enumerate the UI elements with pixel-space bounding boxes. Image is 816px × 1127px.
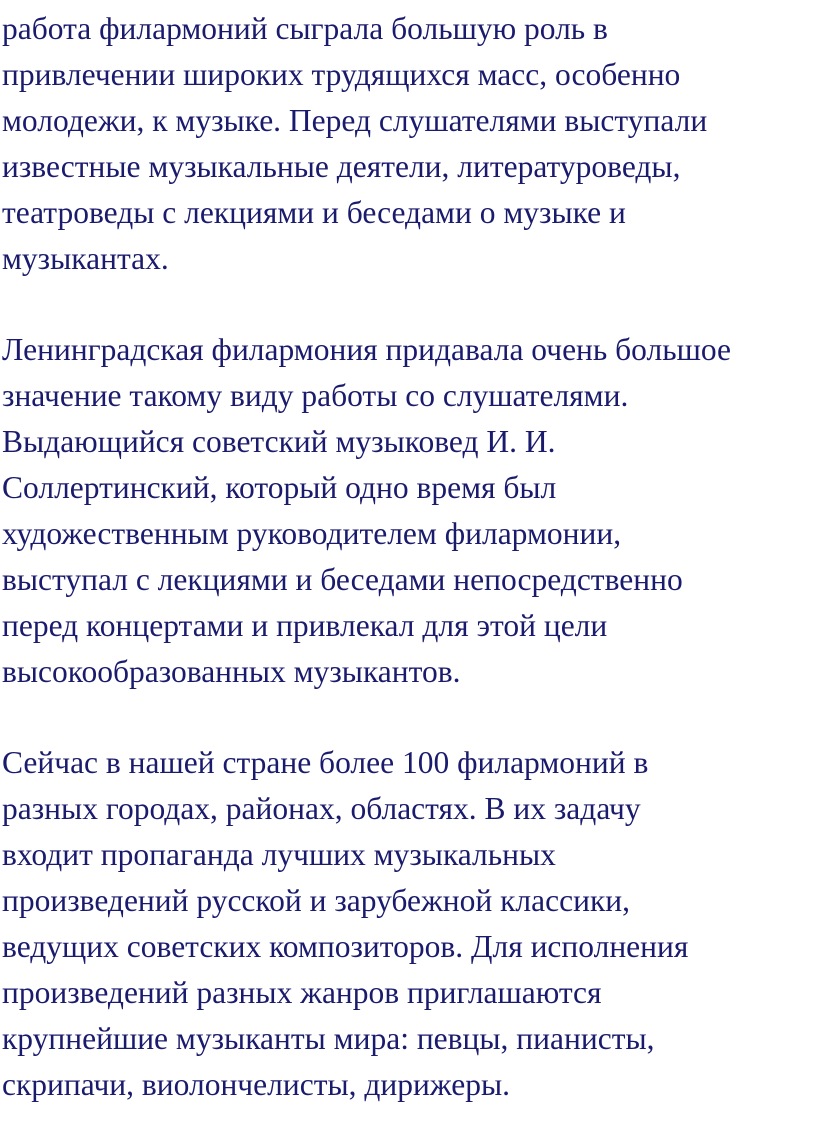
text-line: Выдающийся советский музыковед И. И. — [2, 424, 556, 460]
text-line: входит пропаганда лучших музыкальных — [2, 837, 556, 873]
text-line: перед концертами и привлекал для этой цели — [2, 607, 608, 643]
text-line: работа филармоний сыграла большую роль в — [2, 11, 608, 46]
paragraph-spacer — [2, 695, 812, 741]
paragraph-spacer — [2, 281, 812, 327]
text-line: высокообразованных музыкантов. — [2, 653, 461, 689]
text-line: Сейчас в нашей стране более 100 филармоний в — [2, 745, 649, 781]
text-line: разных городах, районах, областях. В их задачу — [2, 791, 641, 827]
text-line: произведений разных жанров приглашаются — [2, 975, 602, 1010]
paragraph-3 — [2, 740, 812, 1107]
text-line: значение такому виду работы со слушателями. — [2, 378, 629, 414]
text-line: театроведы с лекциями и беседами о музыке и — [2, 194, 626, 230]
text-line: крупнейшие музыканты мира: певцы, пианисты, — [2, 1020, 655, 1056]
text-line: музыкантах. — [2, 240, 169, 276]
paragraph-1 — [2, 6, 812, 281]
text-line: скрипачи, виолончелисты, дирижеры. — [2, 1066, 510, 1102]
text-line: привлечении широких трудящихся масс, особенно — [2, 56, 681, 92]
text-line: известные музыкальные деятели, литературоведы, — [2, 148, 681, 184]
text-line: произведений русской и зарубежной классики, — [2, 883, 630, 919]
text-line: выступал с лекциями и беседами непосредственно — [2, 561, 683, 597]
text-line: Ленинградская филармония придавала очень большое — [2, 332, 731, 368]
paragraph-2 — [2, 327, 812, 694]
text-line: ведущих советских композиторов. Для исполнения — [2, 929, 689, 965]
text-line: Соллертинский, который одно время был — [2, 470, 557, 506]
text-line: молодежи, к музыке. Перед слушателями выступали — [2, 102, 708, 138]
text-line: художественным руководителем филармонии, — [2, 515, 622, 551]
